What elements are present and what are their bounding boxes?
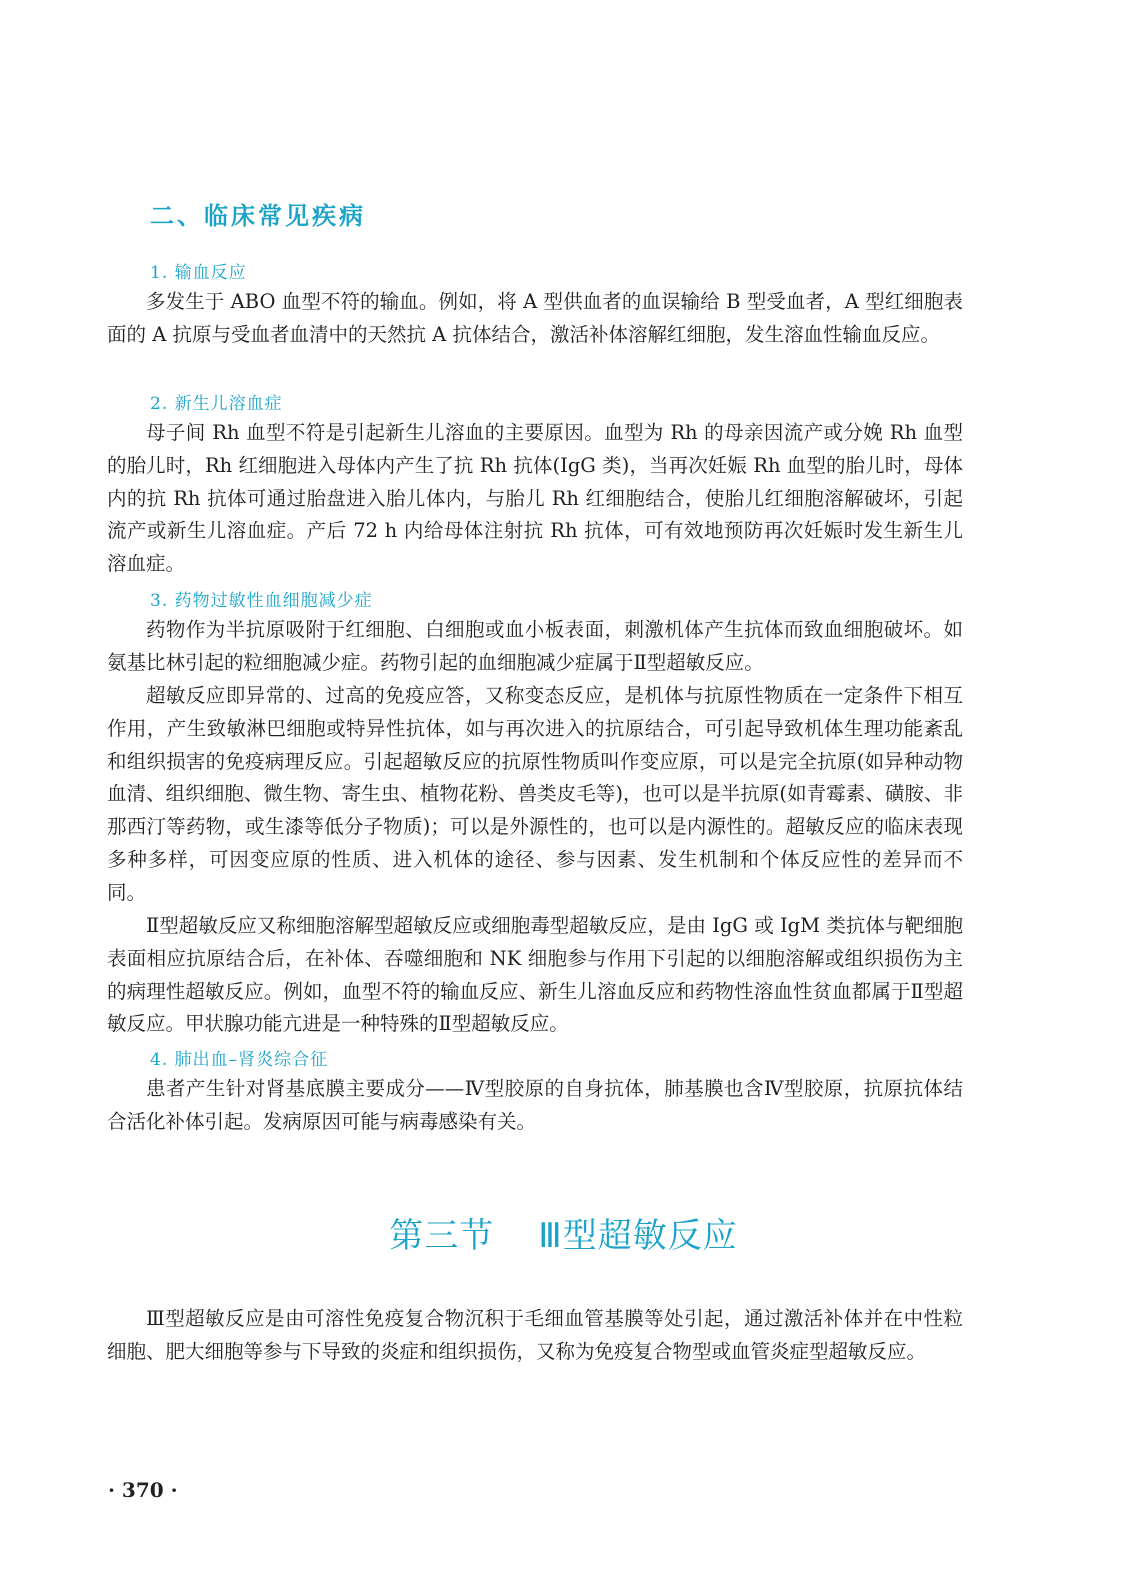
chapter-label: 第三节 [389, 1216, 495, 1256]
section-heading: 二、临床常见疾病 [150, 202, 366, 230]
paragraph-type-ii-definition: Ⅱ型超敏反应又称细胞溶解型超敏反应或细胞毒型超敏反应，是由 IgG 或 IgM 类抗体与靶细胞表面相应抗原结合后，在补体、吞噬细胞和 NK 细胞参与作用下引起的以细胞溶解或组织损伤为主的病理性超敏反应。例如，血型不符的输血反应、新生儿溶血反应和药物性溶血性贫血都属于Ⅱ型超敏反应。甲状腺功能亢进是一种特殊的Ⅱ型超敏反应。 [107, 914, 963, 1036]
paragraph-hypersensitivity-definition: 超敏反应即异常的、过高的免疫应答，又称变态反应，是机体与抗原性物质在一定条件下相互作用，产生致敏淋巴细胞或特异性抗体，如与再次进入的抗原结合，可引起导致机体生理功能紊乱和组织损害的免疫病理反应。引起超敏反应的抗原性物质叫作变应原，可以是完全抗原(如异种动物血清、组织细胞、微生物、寄生虫、植物花粉、兽类皮毛等)，也可以是半抗原(如青霉素、磺胺、非那西汀等药物，或生漆等低分子物质)；可以是外源性的，也可以是内源性的。超敏反应的临床表现多种多样，可因变应原的性质、进入机体的途径、参与因素、发生机制和个体反应性的差异而不同。 [107, 684, 963, 904]
paragraph-neonatal-hemolysis: 母子间 Rh 血型不符是引起新生儿溶血的主要原因。血型为 Rh 的母亲因流产或分娩 Rh 血型的胎儿时，Rh 红细胞进入母体内产生了抗 Rh 抗体(IgG 类)，当再次妊娠 Rh 血型的胎儿时，母体内的抗 Rh 抗体可通过胎盘进入胎儿体内，与胎儿 Rh 红细胞结合，使胎儿红细胞溶解破坏，引起流产或新生儿溶血症。产后 72 h 内给母体注射抗 Rh 抗体，可有效地预防再次妊娠时发生新生儿溶血症。 [107, 421, 963, 576]
item-heading-neonatal-hemolysis: 2. 新生儿溶血症 [150, 394, 283, 414]
chapter-title [0, 1208, 1127, 1257]
paragraph-goodpasture: 患者产生针对肾基底膜主要成分——Ⅳ型胶原的自身抗体，肺基膜也含Ⅳ型胶原，抗原抗体结合活化补体引起。发病原因可能与病毒感染有关。 [107, 1077, 963, 1133]
paragraph-transfusion: 多发生于 ABO 血型不符的输血。例如，将 A 型供血者的血误输给 B 型受血者，A 型红细胞表面的 A 抗原与受血者血清中的天然抗 A 抗体结合，激活补体溶解红细胞，发生溶血性输血反应。 [107, 290, 963, 346]
item-heading-transfusion: 1. 输血反应 [150, 263, 247, 283]
chapter-name: Ⅲ型超敏反应 [538, 1216, 738, 1256]
page-number: · 370 · [108, 1478, 178, 1502]
paragraph-chapter-intro: Ⅲ型超敏反应是由可溶性免疫复合物沉积于毛细血管基膜等处引起，通过激活补体并在中性粒细胞、肥大细胞等参与下导致的炎症和组织损伤，又称为免疫复合物型或血管炎症型超敏反应。 [107, 1307, 963, 1363]
paragraph-drug-cytopenia: 药物作为半抗原吸附于红细胞、白细胞或血小板表面，刺激机体产生抗体而致血细胞破坏。如氨基比林引起的粒细胞减少症。药物引起的血细胞减少症属于Ⅱ型超敏反应。 [107, 618, 963, 674]
item-heading-goodpasture: 4. 肺出血–肾炎综合征 [150, 1050, 329, 1070]
item-heading-drug-cytopenia: 3. 药物过敏性血细胞减少症 [150, 591, 373, 611]
